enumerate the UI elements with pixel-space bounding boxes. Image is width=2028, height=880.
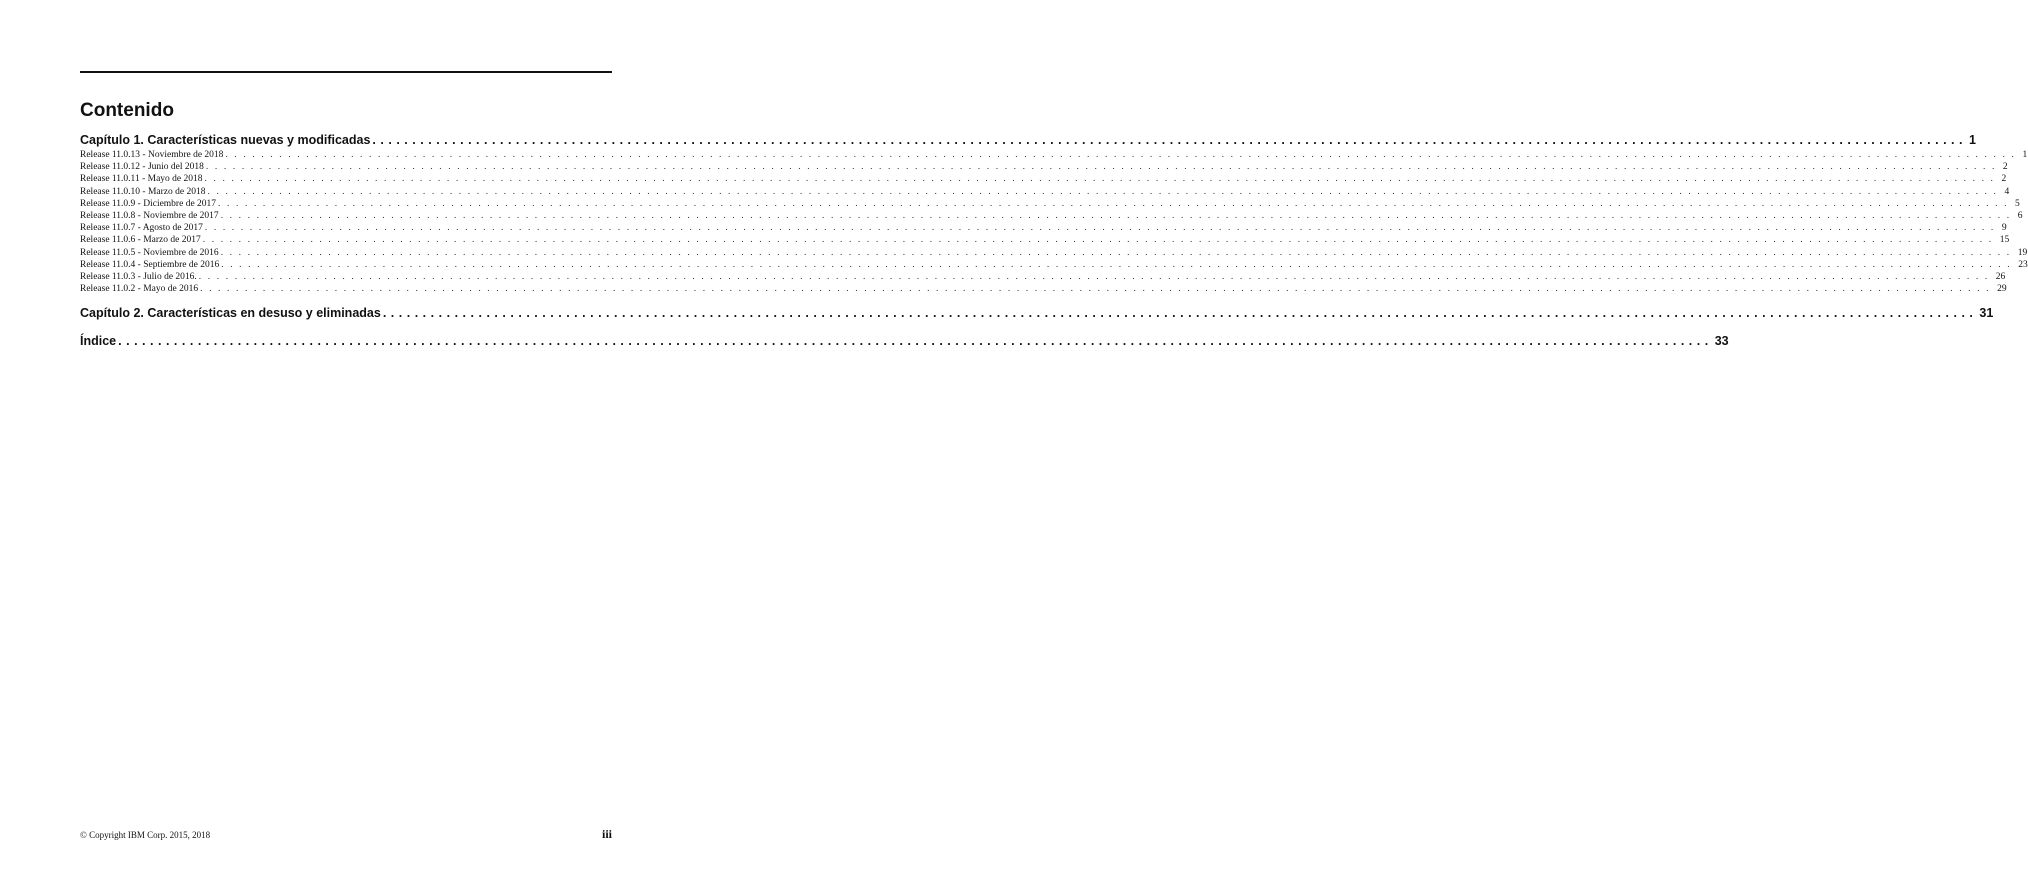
toc-entry[interactable]: [80, 271, 2006, 283]
toc-entry-label: Release 11.0.4 - Septiembre de 2016: [80, 259, 220, 270]
toc-chapter-label: Capítulo 1. Características nuevas y modificadas: [80, 133, 371, 147]
toc-page-number: 5: [2015, 198, 2020, 209]
page-title: Contenido: [80, 100, 174, 121]
toc-page-number: 31: [1979, 306, 1994, 321]
dot-leader: ........................................................................................................................................................................................................: [200, 284, 1996, 295]
toc-entry-label: Release 11.0.13 - Noviembre de 2018: [80, 150, 224, 160]
toc-entry[interactable]: [80, 173, 2007, 185]
dot-leader: ........................................................................................................................................................................................................: [225, 150, 2021, 160]
toc-entry[interactable]: [80, 234, 2010, 246]
copyright-notice: © Copyright IBM Corp. 2015, 2018: [80, 830, 211, 840]
toc-entry[interactable]: [80, 198, 2020, 210]
toc-entry-label: Release 11.0.7 - Agosto de 2017: [80, 223, 203, 234]
toc-entry[interactable]: [80, 222, 2007, 234]
toc-page-number: 33: [1714, 334, 1729, 349]
dot-leader: ........................................................................................................................................................................................................: [218, 198, 2014, 209]
toc-entry[interactable]: [80, 210, 2023, 222]
toc-entry-label: Release 11.0.5 - Noviembre de 2016: [80, 247, 219, 258]
toc-entry-label: Release 11.0.3 - Julio de 2016.: [80, 271, 197, 282]
toc-index-label: Índice: [80, 334, 117, 349]
toc-entry-label: Release 11.0.10 - Marzo de 2018: [80, 186, 206, 197]
toc-entry[interactable]: [80, 161, 2008, 173]
dot-leader: ........................................................................................................................................................................................................: [220, 210, 2016, 221]
toc-entry-label: Release 11.0.11 - Mayo de 2018: [80, 174, 203, 185]
dot-leader: ........................................................................................................................................................................................................: [207, 186, 2003, 197]
page-number: iii: [601, 827, 612, 841]
toc-entry[interactable]: [80, 283, 2007, 295]
toc-page-number: 6: [2017, 210, 2023, 221]
toc-page-number: 9: [2001, 223, 2007, 234]
toc-entry-label: Release 11.0.6 - Marzo de 2017: [80, 235, 201, 246]
toc-page-number: 4: [2004, 186, 2010, 197]
toc-chapter-label: Capítulo 2. Características en desuso y eliminadas: [80, 306, 381, 321]
toc-entry-label: Release 11.0.2 - Mayo de 2016: [80, 284, 199, 295]
dot-leader: ........................................................................................................................................................................................................: [382, 306, 1978, 321]
toc-index[interactable]: [80, 332, 1729, 350]
toc-page-number: 1: [2022, 150, 2028, 160]
dot-leader: ........................................................................................................................................................................................................: [204, 223, 2000, 234]
dot-leader: ........................................................................................................................................................................................................: [118, 334, 1713, 349]
toc-page-number: 15: [1999, 235, 2010, 246]
toc-page-number: 23: [2018, 259, 2028, 270]
toc-chapter-2[interactable]: [80, 304, 1994, 322]
dot-leader: ........................................................................................................................................................................................................: [221, 259, 2017, 270]
toc-entry[interactable]: [80, 186, 2010, 198]
toc-page-number: 29: [1997, 284, 2007, 295]
toc-entry[interactable]: [80, 259, 2028, 271]
toc-entry[interactable]: [80, 247, 2028, 259]
toc-entry-label: Release 11.0.8 - Noviembre de 2017: [80, 210, 219, 221]
toc-page-number: 2: [2002, 162, 2008, 173]
dot-leader: ........................................................................................................................................................................................................: [204, 174, 2000, 185]
toc-entry[interactable]: [80, 149, 2028, 161]
toc-entry-label: Release 11.0.12 - Junio del 2018: [80, 162, 204, 173]
toc-page-number: 2: [2001, 174, 2007, 185]
dot-leader: ........................................................................................................................................................................................................: [202, 235, 1998, 246]
dot-leader: ........................................................................................................................................................................................................: [198, 271, 1994, 282]
toc-page-number: 26: [1995, 271, 2006, 282]
dot-leader: ........................................................................................................................................................................................................: [372, 133, 1967, 147]
header-rule: [80, 71, 612, 73]
toc-page-number: 19: [2017, 247, 2028, 258]
dot-leader: ........................................................................................................................................................................................................: [205, 162, 2001, 173]
toc-chapter-1[interactable]: [80, 131, 1976, 149]
dot-leader: ........................................................................................................................................................................................................: [220, 247, 2016, 258]
table-of-contents: [80, 131, 2028, 350]
toc-page-number: 1: [1969, 133, 1976, 147]
toc-entry-label: Release 11.0.9 - Diciembre de 2017: [80, 198, 217, 209]
